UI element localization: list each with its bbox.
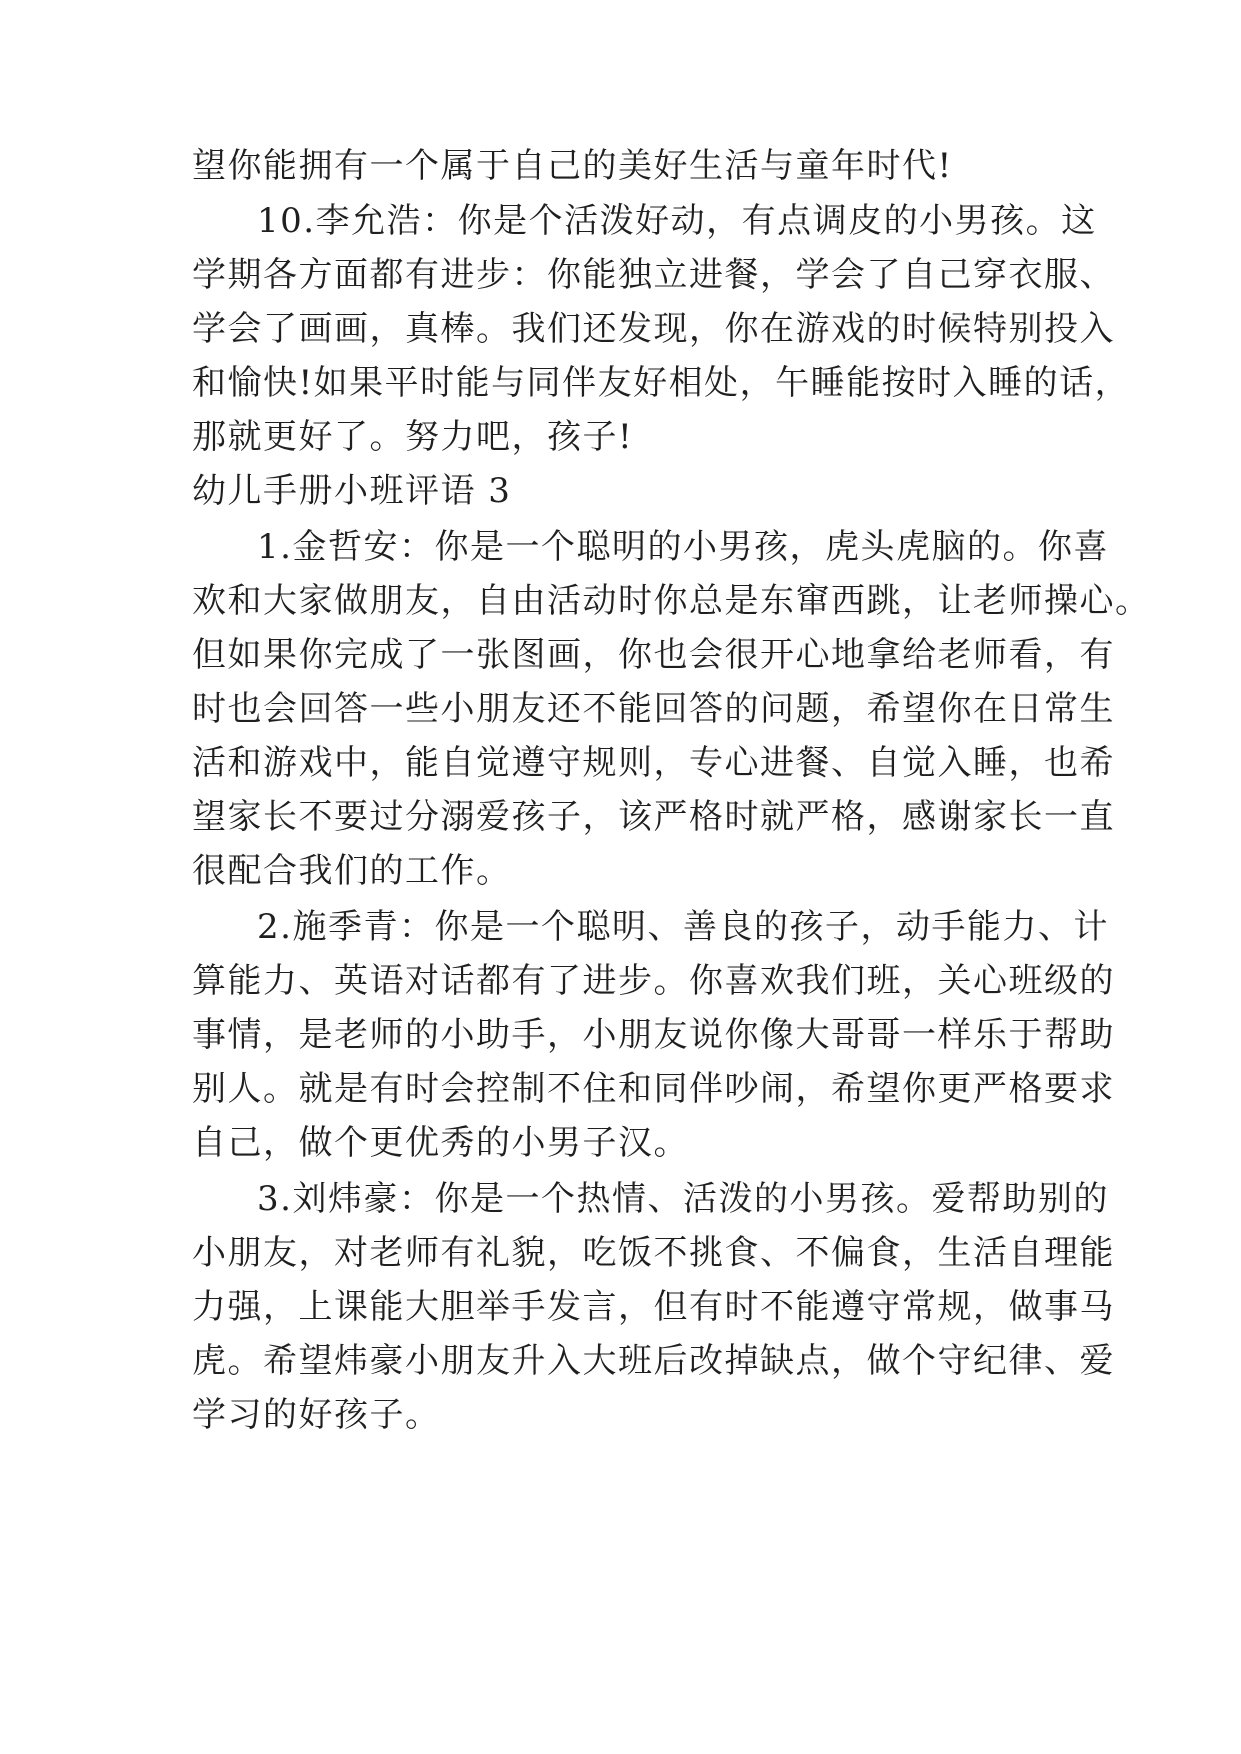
comment-line: 很配合我们的工作。	[192, 851, 512, 891]
comment-line: 学会了画画，真棒。我们还发现，你在游戏的时候特别投入	[192, 309, 1115, 349]
comment-line: 欢和大家做朋友，自由活动时你总是东窜西跳，让老师操心。	[192, 581, 1151, 621]
comment-line: 但如果你完成了一张图画，你也会很开心地拿给老师看，有	[192, 635, 1115, 675]
comment-line: 事情，是老师的小助手，小朋友说你像大哥哥一样乐于帮助	[192, 1015, 1115, 1055]
section-heading: 幼儿手册小班评语 3	[192, 471, 512, 511]
comment-line: 活和游戏中，能自觉遵守规则，专心进餐、自觉入睡，也希	[192, 743, 1115, 783]
comment-line: 时也会回答一些小朋友还不能回答的问题，希望你在日常生	[192, 689, 1115, 729]
comment-line: 别人。就是有时会控制不住和同伴吵闹，希望你更严格要求	[192, 1069, 1115, 1109]
comment-line: 小朋友，对老师有礼貌，吃饭不挑食、不偏食，生活自理能	[192, 1233, 1115, 1273]
comment-line: 自己，做个更优秀的小男子汉。	[192, 1123, 689, 1163]
comment-line: 望家长不要过分溺爱孩子，该严格时就严格，感谢家长一直	[192, 797, 1115, 837]
comment-line: 学习的好孩子。	[192, 1395, 441, 1435]
comment-line: 3.刘炜豪：你是一个热情、活泼的小男孩。爱帮助别的	[257, 1179, 1109, 1219]
comment-line: 虎。希望炜豪小朋友升入大班后改掉缺点，做个守纪律、爱	[192, 1341, 1115, 1381]
continuation-line: 望你能拥有一个属于自己的美好生活与童年时代!	[192, 146, 953, 186]
comment-line: 算能力、英语对话都有了进步。你喜欢我们班，关心班级的	[192, 961, 1115, 1001]
comment-line: 那就更好了。努力吧，孩子!	[192, 417, 634, 457]
comment-line: 2.施季青：你是一个聪明、善良的孩子，动手能力、计	[257, 907, 1109, 947]
comment-line: 10.李允浩：你是个活泼好动，有点调皮的小男孩。这	[257, 201, 1097, 241]
comment-line: 力强，上课能大胆举手发言，但有时不能遵守常规，做事马	[192, 1287, 1115, 1327]
comment-line: 和愉快!如果平时能与同伴友好相处，午睡能按时入睡的话，	[192, 363, 1131, 403]
comment-line: 学期各方面都有进步：你能独立进餐，学会了自己穿衣服、	[192, 255, 1115, 295]
comment-line: 1.金哲安：你是一个聪明的小男孩，虎头虎脑的。你喜	[257, 527, 1109, 567]
